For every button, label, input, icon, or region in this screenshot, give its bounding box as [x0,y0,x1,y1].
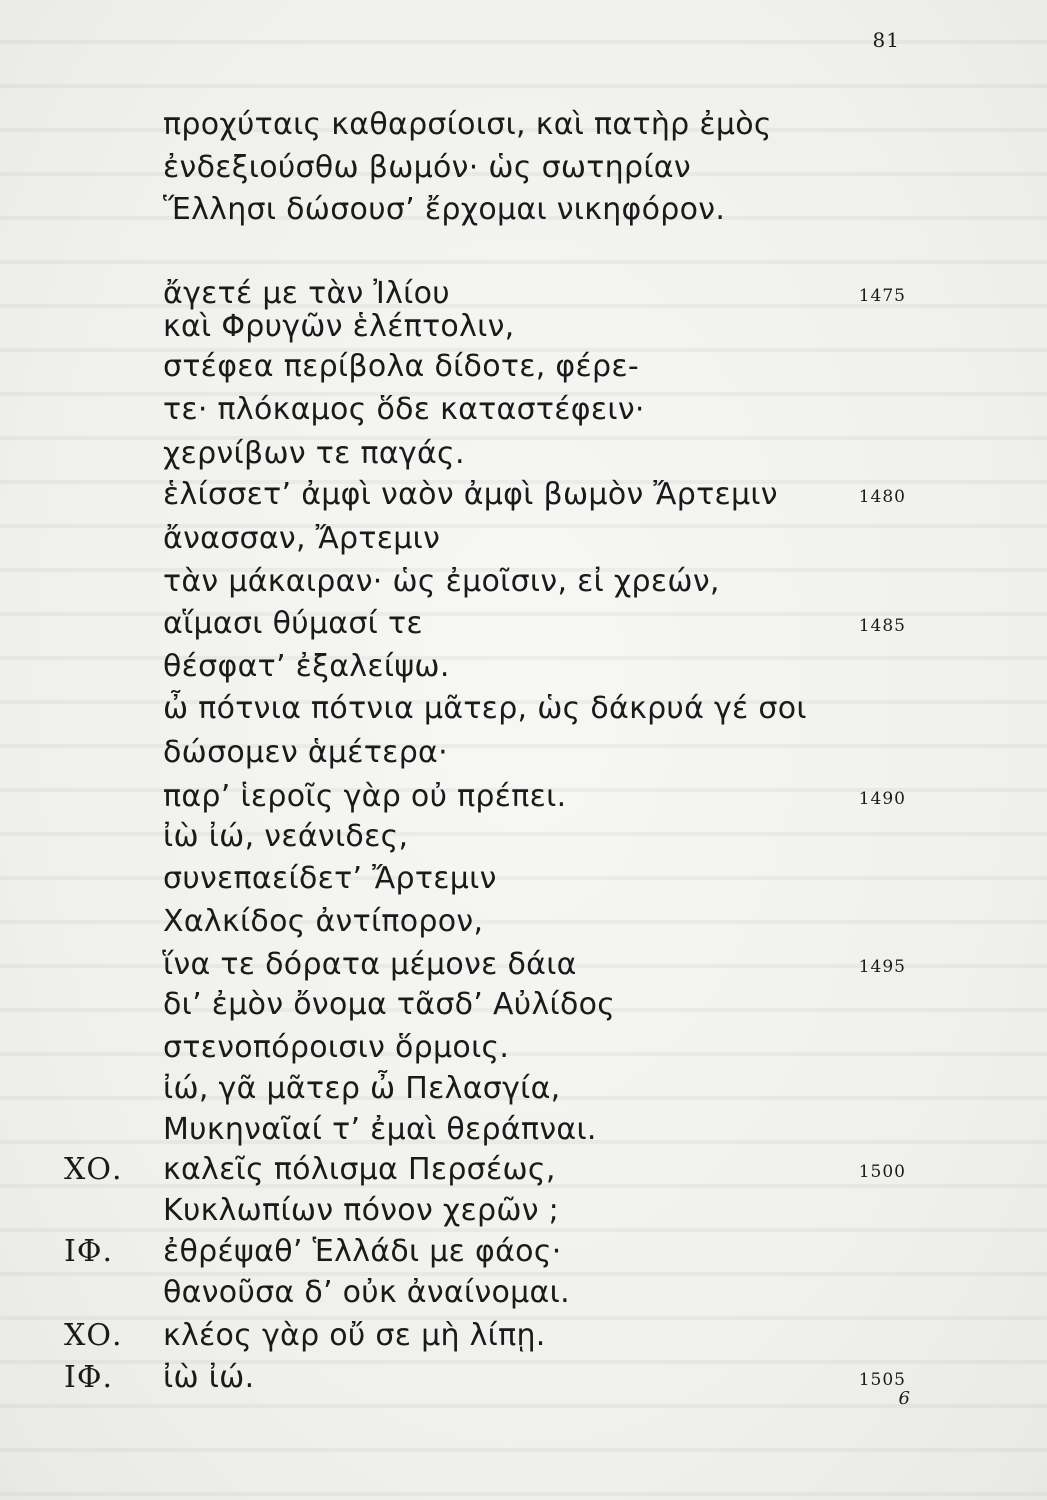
verse-line [0,1271,1047,1315]
verse-line [0,1026,1047,1070]
verse-line [0,900,1047,944]
verse-text: θέσφατ’ ἐξαλείψω. [163,649,450,684]
verse-line [0,473,1047,517]
verse-text: Ἕλλησι δώσουσ’ ἔρχομαι νικηφόρον. [163,192,726,227]
verse-text: παρ’ ἱεροῖς γὰρ οὐ πρέπει. [163,779,567,814]
verse-line [0,103,1047,147]
verse-line [0,305,1047,349]
verse-line [0,1314,1047,1358]
verse-text: ἰὼ ἰώ, νεάνιδες, [163,819,409,854]
verse-line [0,231,1047,275]
verse-line [0,983,1047,1027]
line-number: 1485 [858,616,906,636]
verse-text: ἐθρέψαθ’ Ἑλλάδι με φάος· [163,1234,562,1269]
speaker-label: ΙΦ. [64,1360,113,1395]
verse-text: ἑλίσσετ’ ἀμφὶ ναὸν ἀμφὶ βωμὸν Ἄρτεμιν [163,477,778,512]
verse-line [0,857,1047,901]
verse-text: στενοπόροισιν ὅρμοις. [163,1030,510,1065]
verse-text: δι’ ἐμὸν ὄνομα τᾶσδ’ Αὐλίδος [163,987,616,1022]
verse-text: ὦ πότνια πότνια μᾶτερ, ὡς δάκρυά γέ σοι [163,691,807,726]
verse-text: καὶ Φρυγῶν ἑλέπτολιν, [163,309,515,344]
verse-line [0,1067,1047,1111]
verse-text: Κυκλωπίων πόνον χερῶν ; [163,1193,560,1228]
verse-text: θανοῦσα δ’ οὐκ ἀναίνομαι. [163,1275,570,1310]
speaker-label: ΙΦ. [64,1234,113,1269]
verse-text: καλεῖς πόλισμα Περσέως, [163,1152,556,1187]
line-number: 1475 [858,286,906,306]
verse-line [0,517,1047,561]
verse-text: ἄγετέ με τὰν Ἰλίου [163,276,450,311]
speaker-label: ΧΟ. [64,1152,123,1187]
verse-text: προχύταις καθαρσίοισι, καὶ πατὴρ ἐμὸς [163,107,772,142]
verse-text: τὰν μάκαιραν· ὡς ἐμοῖσιν, εἰ χρεών, [163,564,720,599]
verse-text: τε· πλόκαμος ὅδε καταστέφειν· [163,392,645,427]
line-number: 1500 [858,1162,906,1182]
verse-line [0,645,1047,689]
verse-text: ἐνδεξιούσθω βωμόν· ὡς σωτηρίαν [163,150,691,185]
verse-text: Μυκηναῖαί τ’ ἐμαὶ θεράπναι. [163,1112,597,1147]
verse-text: ἰὼ ἰώ. [163,1360,255,1395]
page-number: 81 [872,28,900,52]
verse-line [0,188,1047,232]
verse-text: Χαλκίδος ἀντίπορον, [163,904,484,939]
verse-line [0,731,1047,775]
verse-text: δώσομεν ἁμέτερα· [163,735,448,770]
verse-text: ἰώ, γᾶ μᾶτερ ὦ Πελασγία, [163,1071,561,1106]
verse-text: συνεπαείδετ’ Ἄρτεμιν [163,861,497,896]
verse-line [0,345,1047,389]
verse-line [0,687,1047,731]
speaker-label: ΧΟ. [64,1318,123,1353]
verse-text: αἵμασι θύμασί τε [163,606,423,641]
line-number: 1480 [858,487,906,507]
verse-line [0,1148,1047,1192]
verse-line [0,560,1047,604]
verse-line [0,943,1047,987]
verse-line [0,1230,1047,1274]
verse-line [0,1189,1047,1233]
verse-line [0,815,1047,859]
signature-mark: 6 [898,1388,910,1409]
verse-text: κλέος γὰρ οὔ σε μὴ λίπῃ. [163,1318,546,1353]
verse-line [0,146,1047,190]
line-number: 1495 [858,957,906,977]
verse-line [0,432,1047,476]
verse-text: ἵνα τε δόρατα μέμονε δάια [163,947,577,982]
verse-text: στέφεα περίβολα δίδοτε, φέρε- [163,349,639,384]
verse-line [0,602,1047,646]
verse-text: χερνίβων τε παγάς. [163,436,465,471]
verse-line [0,775,1047,819]
line-number: 1505 [858,1370,906,1390]
verse-line [0,388,1047,432]
verse-line [0,1108,1047,1152]
line-number: 1490 [858,789,906,809]
verse-text: ἄνασσαν, Ἄρτεμιν [163,521,441,556]
